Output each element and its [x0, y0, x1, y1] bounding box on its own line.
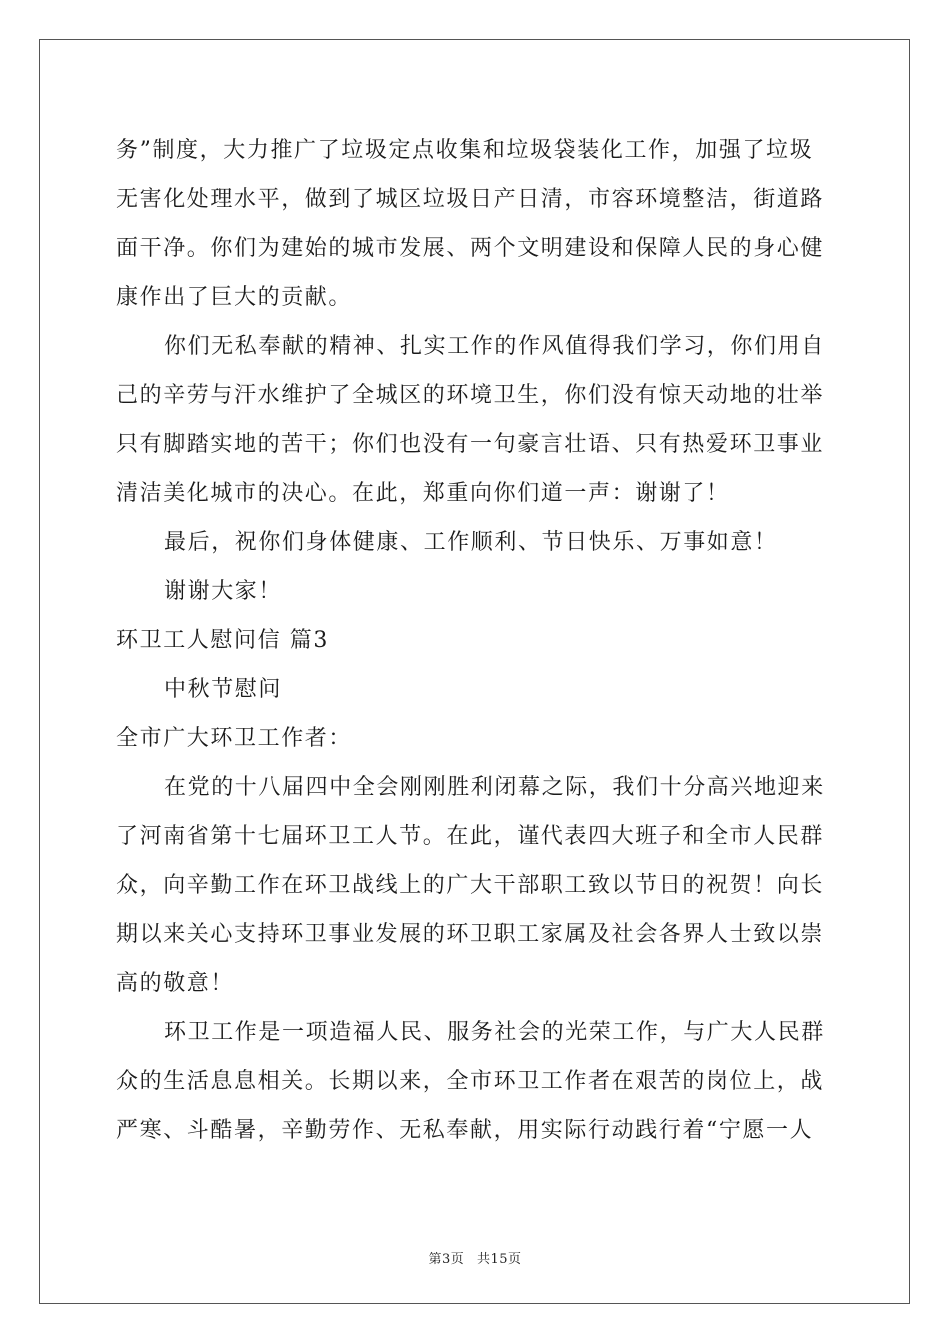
page-number: 第3页 [428, 1252, 465, 1267]
text-line: 期以来关心支持环卫事业发展的环卫职工家属及社会各界人士致以崇 [116, 922, 825, 947]
text-line: 清洁美化城市的决心。在此，郑重向你们道一声：谢谢了！ [116, 481, 730, 506]
text-line: 严寒、斗酷暑，辛勤劳作、无私奉献，用实际行动践行着“宁愿一人 [116, 1118, 814, 1143]
text-line: 众，向辛勤工作在环卫战线上的广大干部职工致以节日的祝贺！向长 [116, 873, 825, 898]
paragraph-start: 最后，祝你们身体健康、工作顺利、节日快乐、万事如意！ [164, 530, 778, 555]
text-line: 己的辛劳与汗水维护了全城区的环境卫生，你们没有惊天动地的壮举 [116, 383, 825, 408]
text-line: 无害化处理水平，做到了城区垃圾日产日清，市容环境整洁，街道路 [116, 187, 825, 212]
letter-subtitle: 中秋节慰问 [164, 677, 283, 702]
text-line: 了河南省第十七届环卫工人节。在此，谨代表四大班子和全市人民群 [116, 824, 825, 849]
text-line: 面干净。你们为建始的城市发展、两个文明建设和保障人民的身心健 [116, 236, 825, 261]
paragraph-start: 在党的十八届四中全会刚刚胜利闭幕之际，我们十分高兴地迎来 [164, 775, 825, 800]
text-line: 康作出了巨大的贡献。 [116, 285, 353, 310]
paragraph-start: 你们无私奉献的精神、扎实工作的作风值得我们学习，你们用自 [164, 334, 825, 359]
page-total: 共15页 [476, 1252, 522, 1267]
document-body [116, 126, 836, 1155]
page-footer [0, 1248, 950, 1267]
text-line: 只有脚踏实地的苦干；你们也没有一句豪言壮语、只有热爱环卫事业 [116, 432, 825, 457]
paragraph-start: 环卫工作是一项造福人民、服务社会的光荣工作，与广大人民群 [164, 1020, 825, 1045]
text-line: 高的敬意！ [116, 971, 235, 996]
section-heading: 环卫工人慰问信 篇3 [116, 628, 329, 653]
paragraph-start: 谢谢大家！ [164, 579, 283, 604]
text-line: 众的生活息息相关。长期以来，全市环卫工作者在艰苦的岗位上，战 [116, 1069, 825, 1094]
salutation: 全市广大环卫工作者： [116, 726, 353, 751]
text-line: 务”制度，大力推广了垃圾定点收集和垃圾袋装化工作，加强了垃圾 [116, 138, 814, 163]
